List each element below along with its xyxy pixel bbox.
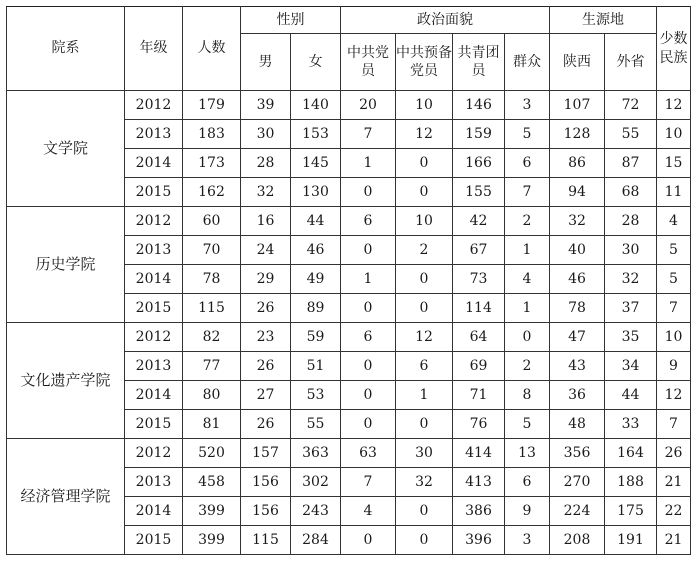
cell-female: 55 (291, 410, 341, 439)
header-league-member: 共青团员 (453, 34, 505, 91)
cell-prob: 0 (396, 149, 453, 178)
cell-female: 46 (291, 236, 341, 265)
cell-league: 42 (453, 207, 505, 236)
cell-year: 2015 (125, 526, 183, 555)
cell-masses: 8 (505, 381, 550, 410)
dept-name-cell: 文学院 (7, 91, 125, 207)
cell-male: 156 (241, 497, 291, 526)
cell-year: 2013 (125, 352, 183, 381)
cell-count: 183 (183, 120, 241, 149)
cell-league: 166 (453, 149, 505, 178)
cell-party: 7 (341, 120, 396, 149)
cell-minority: 7 (657, 410, 691, 439)
cell-male: 157 (241, 439, 291, 468)
cell-count: 173 (183, 149, 241, 178)
cell-other: 37 (605, 294, 657, 323)
cell-minority: 12 (657, 381, 691, 410)
cell-minority: 22 (657, 497, 691, 526)
cell-shaanxi: 86 (550, 149, 605, 178)
cell-prob: 0 (396, 178, 453, 207)
cell-shaanxi: 224 (550, 497, 605, 526)
cell-minority: 12 (657, 91, 691, 120)
cell-count: 115 (183, 294, 241, 323)
header-party-member: 中共党员 (341, 34, 396, 91)
cell-year: 2015 (125, 294, 183, 323)
cell-count: 78 (183, 265, 241, 294)
cell-year: 2014 (125, 149, 183, 178)
cell-shaanxi: 94 (550, 178, 605, 207)
cell-other: 72 (605, 91, 657, 120)
cell-prob: 10 (396, 207, 453, 236)
cell-year: 2014 (125, 381, 183, 410)
cell-shaanxi: 270 (550, 468, 605, 497)
cell-other: 175 (605, 497, 657, 526)
header-minority: 少数民族 (657, 7, 691, 91)
cell-count: 520 (183, 439, 241, 468)
cell-minority: 15 (657, 149, 691, 178)
cell-year: 2012 (125, 91, 183, 120)
cell-masses: 3 (505, 91, 550, 120)
cell-other: 44 (605, 381, 657, 410)
cell-year: 2014 (125, 497, 183, 526)
cell-party: 0 (341, 381, 396, 410)
cell-shaanxi: 356 (550, 439, 605, 468)
cell-male: 115 (241, 526, 291, 555)
cell-male: 39 (241, 91, 291, 120)
cell-count: 162 (183, 178, 241, 207)
cell-masses: 5 (505, 410, 550, 439)
cell-masses: 1 (505, 236, 550, 265)
student-statistics-table (6, 6, 691, 555)
cell-masses: 6 (505, 149, 550, 178)
cell-shaanxi: 47 (550, 323, 605, 352)
cell-count: 70 (183, 236, 241, 265)
cell-minority: 5 (657, 265, 691, 294)
cell-minority: 21 (657, 526, 691, 555)
cell-party: 1 (341, 265, 396, 294)
cell-other: 35 (605, 323, 657, 352)
cell-male: 30 (241, 120, 291, 149)
cell-count: 458 (183, 468, 241, 497)
statistics-table-container (6, 6, 691, 555)
cell-minority: 11 (657, 178, 691, 207)
cell-female: 89 (291, 294, 341, 323)
cell-masses: 5 (505, 120, 550, 149)
cell-female: 44 (291, 207, 341, 236)
cell-female: 153 (291, 120, 341, 149)
cell-count: 60 (183, 207, 241, 236)
cell-masses: 7 (505, 178, 550, 207)
cell-prob: 30 (396, 439, 453, 468)
dept-name-cell: 文化遗产学院 (7, 323, 125, 439)
cell-party: 6 (341, 207, 396, 236)
cell-shaanxi: 32 (550, 207, 605, 236)
cell-other: 32 (605, 265, 657, 294)
cell-female: 130 (291, 178, 341, 207)
cell-male: 16 (241, 207, 291, 236)
header-masses: 群众 (505, 34, 550, 91)
cell-prob: 0 (396, 265, 453, 294)
cell-prob: 1 (396, 381, 453, 410)
cell-male: 156 (241, 468, 291, 497)
cell-shaanxi: 36 (550, 381, 605, 410)
cell-party: 0 (341, 526, 396, 555)
cell-male: 26 (241, 410, 291, 439)
cell-party: 0 (341, 178, 396, 207)
cell-count: 80 (183, 381, 241, 410)
header-dept: 院系 (7, 7, 125, 91)
cell-count: 399 (183, 497, 241, 526)
cell-shaanxi: 208 (550, 526, 605, 555)
cell-count: 82 (183, 323, 241, 352)
cell-minority: 7 (657, 294, 691, 323)
cell-masses: 9 (505, 497, 550, 526)
cell-prob: 10 (396, 91, 453, 120)
header-gender: 性别 (241, 7, 341, 34)
cell-league: 386 (453, 497, 505, 526)
cell-count: 81 (183, 410, 241, 439)
cell-masses: 4 (505, 265, 550, 294)
cell-female: 59 (291, 323, 341, 352)
cell-year: 2012 (125, 207, 183, 236)
header-count: 人数 (183, 7, 241, 91)
cell-league: 73 (453, 265, 505, 294)
cell-year: 2012 (125, 439, 183, 468)
cell-year: 2015 (125, 178, 183, 207)
cell-masses: 1 (505, 294, 550, 323)
table-body (7, 91, 691, 555)
header-probationary-member: 中共预备党员 (396, 34, 453, 91)
cell-masses: 6 (505, 468, 550, 497)
cell-count: 179 (183, 91, 241, 120)
cell-masses: 3 (505, 526, 550, 555)
cell-female: 243 (291, 497, 341, 526)
cell-league: 69 (453, 352, 505, 381)
cell-league: 396 (453, 526, 505, 555)
table-row (7, 323, 691, 352)
cell-league: 64 (453, 323, 505, 352)
cell-year: 2013 (125, 468, 183, 497)
cell-prob: 0 (396, 526, 453, 555)
cell-male: 28 (241, 149, 291, 178)
cell-other: 28 (605, 207, 657, 236)
cell-male: 26 (241, 352, 291, 381)
cell-count: 77 (183, 352, 241, 381)
cell-male: 24 (241, 236, 291, 265)
table-row (7, 439, 691, 468)
header-shaanxi: 陕西 (550, 34, 605, 91)
cell-party: 0 (341, 410, 396, 439)
cell-party: 1 (341, 149, 396, 178)
cell-masses: 13 (505, 439, 550, 468)
header-origin: 生源地 (550, 7, 657, 34)
cell-other: 164 (605, 439, 657, 468)
cell-prob: 12 (396, 120, 453, 149)
header-female: 女 (291, 34, 341, 91)
cell-league: 413 (453, 468, 505, 497)
cell-shaanxi: 78 (550, 294, 605, 323)
cell-prob: 6 (396, 352, 453, 381)
cell-female: 302 (291, 468, 341, 497)
cell-minority: 21 (657, 468, 691, 497)
cell-league: 76 (453, 410, 505, 439)
cell-shaanxi: 128 (550, 120, 605, 149)
cell-other: 55 (605, 120, 657, 149)
cell-other: 33 (605, 410, 657, 439)
cell-minority: 10 (657, 120, 691, 149)
cell-male: 26 (241, 294, 291, 323)
cell-league: 71 (453, 381, 505, 410)
cell-male: 29 (241, 265, 291, 294)
cell-year: 2012 (125, 323, 183, 352)
cell-league: 146 (453, 91, 505, 120)
table-row (7, 91, 691, 120)
cell-other: 188 (605, 468, 657, 497)
cell-league: 159 (453, 120, 505, 149)
cell-other: 34 (605, 352, 657, 381)
cell-shaanxi: 46 (550, 265, 605, 294)
cell-party: 4 (341, 497, 396, 526)
cell-minority: 5 (657, 236, 691, 265)
cell-masses: 0 (505, 323, 550, 352)
cell-prob: 0 (396, 294, 453, 323)
cell-year: 2015 (125, 410, 183, 439)
cell-party: 63 (341, 439, 396, 468)
header-male: 男 (241, 34, 291, 91)
cell-other: 30 (605, 236, 657, 265)
cell-prob: 12 (396, 323, 453, 352)
cell-league: 155 (453, 178, 505, 207)
cell-party: 20 (341, 91, 396, 120)
cell-female: 53 (291, 381, 341, 410)
cell-shaanxi: 43 (550, 352, 605, 381)
cell-party: 0 (341, 294, 396, 323)
cell-prob: 0 (396, 410, 453, 439)
dept-name-cell: 历史学院 (7, 207, 125, 323)
cell-prob: 2 (396, 236, 453, 265)
cell-female: 145 (291, 149, 341, 178)
cell-party: 0 (341, 236, 396, 265)
cell-masses: 2 (505, 352, 550, 381)
cell-shaanxi: 48 (550, 410, 605, 439)
cell-female: 363 (291, 439, 341, 468)
cell-masses: 2 (505, 207, 550, 236)
cell-other: 87 (605, 149, 657, 178)
header-other-province: 外省 (605, 34, 657, 91)
dept-name-cell: 经济管理学院 (7, 439, 125, 555)
cell-female: 140 (291, 91, 341, 120)
cell-year: 2014 (125, 265, 183, 294)
cell-minority: 10 (657, 323, 691, 352)
cell-female: 49 (291, 265, 341, 294)
table-row (7, 207, 691, 236)
cell-league: 67 (453, 236, 505, 265)
cell-year: 2013 (125, 236, 183, 265)
cell-female: 51 (291, 352, 341, 381)
cell-male: 32 (241, 178, 291, 207)
cell-female: 284 (291, 526, 341, 555)
cell-prob: 0 (396, 497, 453, 526)
cell-party: 7 (341, 468, 396, 497)
header-politics: 政治面貌 (341, 7, 550, 34)
cell-year: 2013 (125, 120, 183, 149)
header-year: 年级 (125, 7, 183, 91)
cell-male: 23 (241, 323, 291, 352)
cell-count: 399 (183, 526, 241, 555)
cell-other: 191 (605, 526, 657, 555)
cell-prob: 32 (396, 468, 453, 497)
cell-other: 68 (605, 178, 657, 207)
cell-party: 0 (341, 352, 396, 381)
cell-minority: 26 (657, 439, 691, 468)
cell-minority: 4 (657, 207, 691, 236)
cell-male: 27 (241, 381, 291, 410)
cell-party: 6 (341, 323, 396, 352)
cell-minority: 9 (657, 352, 691, 381)
cell-league: 114 (453, 294, 505, 323)
cell-shaanxi: 107 (550, 91, 605, 120)
cell-league: 414 (453, 439, 505, 468)
cell-shaanxi: 40 (550, 236, 605, 265)
